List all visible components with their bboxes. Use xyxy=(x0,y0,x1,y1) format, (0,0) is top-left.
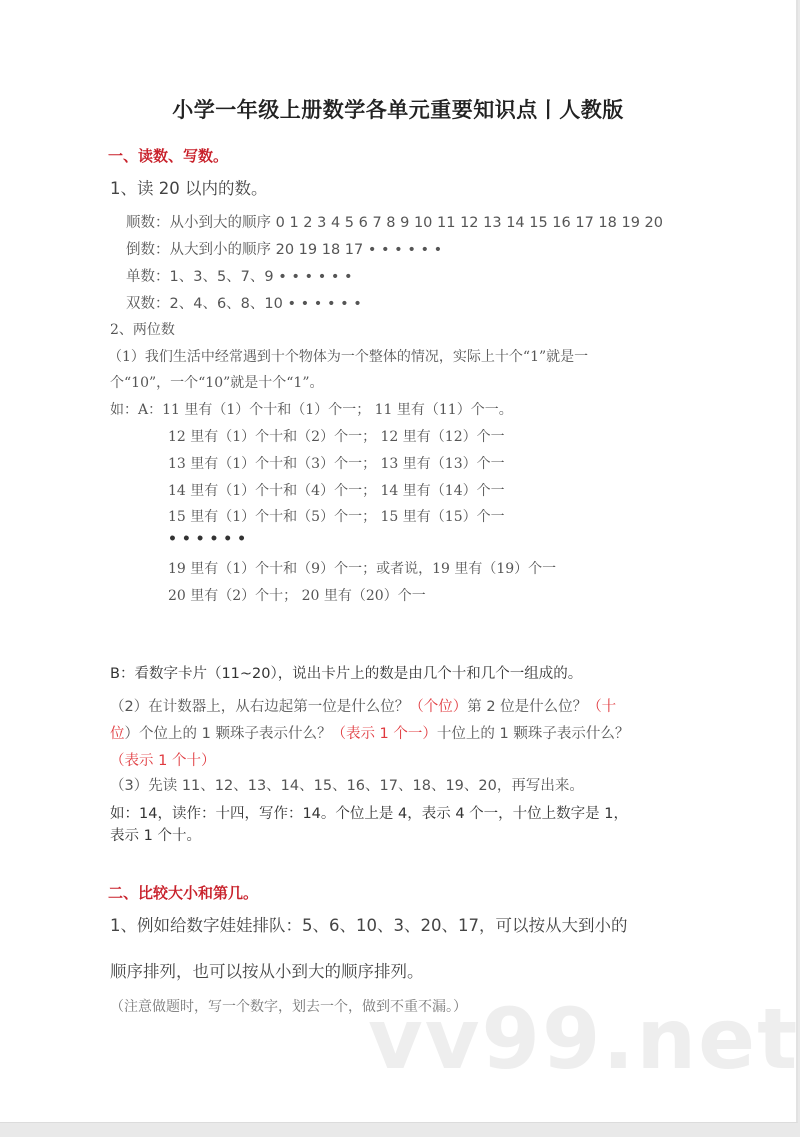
section-2-item-1-line-2: 顺序排列，也可以按从小到大的顺序排列。 xyxy=(110,962,424,981)
even-numbers-line: 双数：2、4、6、8、10 • • • • • • xyxy=(126,296,362,312)
example-a-row: 19 里有（1）个十和（9）个一；或者说，19 里有（19）个一 xyxy=(168,561,557,577)
section-2-note: （注意做题时，写一个数字，划去一个，做到不重不漏。） xyxy=(110,999,467,1015)
backward-count-line: 倒数：从大到小的顺序 20 19 18 17 • • • • • • xyxy=(126,242,443,258)
page-title: 小学一年级上册数学各单元重要知识点丨人教版 xyxy=(172,98,624,122)
example-a-row: 20 里有（2）个十； 20 里有（20）个一 xyxy=(168,588,426,604)
item-read-within-20: 1、读 20 以内的数。 xyxy=(110,179,268,198)
text: （2）在计数器上，从右边起第一位是什么位？ xyxy=(110,699,410,715)
example-a-row: 14 里有（1）个十和（4）个一； 14 里有（14）个一 xyxy=(168,483,505,499)
forward-count-line: 顺数：从小到大的顺序 0 1 2 3 4 5 6 7 8 9 10 11 12 13 14 15 16 17 18 19 20 xyxy=(126,215,664,231)
paragraph-1-line-1: （1）我们生活中经常遇到十个物体为一个整体的情况，实际上十个“1”就是一 xyxy=(108,349,589,365)
text: 第 2 位是什么位？ xyxy=(467,699,588,715)
item-two-digit: 2、两位数 xyxy=(110,322,175,338)
answer-text: 位 xyxy=(110,726,125,742)
example-a-row: 12 里有（1）个十和（2）个一； 12 里有（12）个一 xyxy=(168,429,505,445)
answer-text: （个位） xyxy=(409,699,468,715)
watermark: vv99.net xyxy=(368,990,800,1088)
section-2-item-1-line-1: 1、例如给数字娃娃排队：5、6、10、3、20、17，可以按从大到小的 xyxy=(110,916,628,935)
paragraph-2-line-3: （表示 1 个十） xyxy=(110,753,216,769)
text: 十位上的 1 颗珠子表示什么？ xyxy=(436,726,630,742)
section-2-heading: 二、比较大小和第几。 xyxy=(108,884,259,902)
paragraph-3: （3）先读 11、12、13、14、15、16、17、18、19、20，再写出来。 xyxy=(110,778,584,794)
paragraph-2-line-1 xyxy=(110,695,616,716)
answer-text: （十 xyxy=(587,699,617,715)
example-a-ellipsis: • • • • • • xyxy=(168,531,247,547)
text: ）个位上的 1 颗珠子表示什么？ xyxy=(124,726,332,742)
example-a-row: 如：A：11 里有（1）个十和（1）个一； 11 里有（11）个一。 xyxy=(110,402,513,418)
paragraph-3-example-line-2: 表示 1 个十。 xyxy=(110,828,201,844)
odd-numbers-line: 单数：1、3、5、7、9 • • • • • • xyxy=(126,269,353,285)
example-a-row: 15 里有（1）个十和（5）个一； 15 里有（15）个一 xyxy=(168,509,505,525)
paragraph-1-line-2: 个“10”，一个“10”就是十个“1”。 xyxy=(110,375,324,391)
example-a-row: 13 里有（1）个十和（3）个一； 13 里有（13）个一 xyxy=(168,456,505,472)
paragraph-3-example-line-1: 如：14，读作：十四，写作：14。个位上是 4，表示 4 个一，十位上数字是 1， xyxy=(110,806,629,822)
example-b: B：看数字卡片（11~20），说出卡片上的数是由几个十和几个一组成的。 xyxy=(110,666,583,682)
paragraph-2-line-2 xyxy=(110,722,629,743)
section-1-heading: 一、读数、写数。 xyxy=(108,147,229,165)
answer-text: （表示 1 个一） xyxy=(331,726,437,742)
